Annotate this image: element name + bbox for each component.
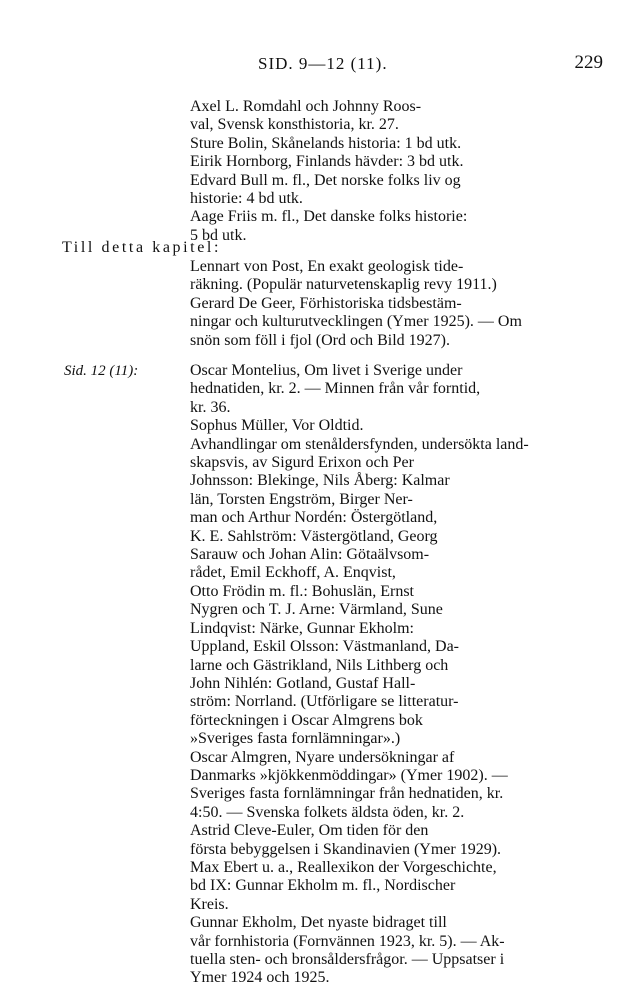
reference-line: Sarauw och Johan Alin: Götaälvsom- — [190, 546, 430, 564]
side-label-page-reference: Sid. 12 (11): — [64, 363, 139, 379]
reference-line: Astrid Cleve-Euler, Om tiden för den — [190, 822, 429, 840]
reference-line: Oscar Almgren, Nyare undersökningar af — [190, 748, 455, 766]
page-header — [0, 54, 639, 78]
reference-line: Oscar Montelius, Om livet i Sverige under — [190, 362, 463, 379]
reference-entry — [190, 417, 616, 435]
reference-list-page-12 — [190, 362, 616, 988]
reference-line: kr. 36. — [190, 398, 231, 416]
reference-line: ningar och kulturutvecklingen (Ymer 1925). — Om — [190, 313, 522, 331]
reference-list-chapter — [190, 258, 616, 350]
reference-line: Kreis. — [190, 895, 229, 913]
reference-line: Gunnar Ekholm, Det nyaste bidraget till — [190, 914, 447, 932]
reference-line: vår fornhistoria (Fornvännen 1923, kr. 5). — Ak- — [190, 932, 505, 950]
reference-line: Nygren och T. J. Arne: Värmland, Sune — [190, 601, 443, 619]
reference-line: Sture Bolin, Skånelands historia: 1 bd utk. — [190, 134, 462, 152]
reference-line: Eirik Hornborg, Finlands hävder: 3 bd utk. — [190, 153, 464, 171]
reference-line: tuella sten- och bronsåldersfrågor. — Uppsatser i — [190, 951, 505, 968]
reference-line: John Nihlén: Gotland, Gustaf Hall- — [190, 674, 416, 692]
reference-line: län, Torsten Engström, Birger Ner- — [190, 490, 413, 508]
reference-line: larne och Gästrikland, Nils Lithberg och — [190, 656, 449, 674]
reference-line: val, Svensk konsthistoria, kr. 27. — [190, 116, 399, 134]
reference-line: rådet, Emil Eckhoff, A. Enqvist, — [190, 564, 396, 582]
section-label: Till detta kapitel: — [62, 239, 222, 256]
running-title: SID. 9—12 (11). — [258, 54, 388, 73]
reference-line: Ymer 1924 och 1925. — [190, 969, 330, 987]
reference-line: Edvard Bull m. fl., Det norske folks liv og — [190, 171, 461, 189]
reference-entry — [190, 208, 616, 245]
reference-line: förteckningen i Oscar Almgrens bok — [190, 711, 423, 729]
reference-line: K. E. Sahlström: Västergötland, Georg — [190, 527, 438, 545]
reference-entry — [190, 135, 616, 153]
reference-line: 5 bd utk. — [190, 226, 247, 244]
reference-line: man och Arthur Nordén: Östergötland, — [190, 509, 438, 527]
reference-entry — [190, 258, 616, 295]
reference-entry — [190, 436, 616, 749]
reference-line: hednatiden, kr. 2. — Minnen från vår forntid, — [190, 380, 481, 398]
reference-line: Avhandlingar om stenåldersfynden, undersökta land- — [190, 435, 529, 453]
reference-line: Aage Friis m. fl., Det danske folks historie: — [190, 208, 468, 226]
reference-line: Lindqvist: Närke, Gunnar Ekholm: — [190, 619, 414, 637]
reference-line: Johnsson: Blekinge, Nils Åberg: Kalmar — [190, 472, 450, 490]
reference-line: ström: Norrland. (Utförligare se litteratur- — [190, 693, 459, 711]
reference-line: skapsvis, av Sigurd Erixon och Per — [190, 454, 414, 472]
reference-line: bd IX: Gunnar Ekholm m. fl., Nordischer — [190, 877, 456, 895]
reference-line: historie: 4 bd utk. — [190, 190, 303, 208]
reference-entry — [190, 295, 616, 350]
reference-entry — [190, 172, 616, 209]
reference-line: snön som föll i fjol (Ord och Bild 1927). — [190, 331, 450, 349]
reference-line: Sophus Müller, Vor Oldtid. — [190, 417, 364, 435]
reference-line: 4:50. — Svenska folkets äldsta öden, kr. 2. — [190, 803, 465, 821]
reference-line: första bebyggelsen i Skandinavien (Ymer 1929). — [190, 840, 502, 858]
reference-line: Otto Frödin m. fl.: Bohuslän, Ernst — [190, 582, 414, 600]
reference-line: Gerard De Geer, Förhistoriska tidsbestäm- — [190, 294, 462, 312]
reference-list-general — [190, 98, 616, 245]
reference-line: Max Ebert u. a., Reallexikon der Vorgeschichte, — [190, 858, 497, 876]
reference-line: Axel L. Romdahl och Johnny Roos- — [190, 98, 422, 115]
page-number: 229 — [574, 52, 603, 73]
reference-line: Uppland, Eskil Olsson: Västmanland, Da- — [190, 638, 460, 656]
reference-entry — [190, 153, 616, 171]
reference-entry — [190, 362, 616, 417]
reference-entry — [190, 822, 616, 859]
reference-line: Sveriges fasta fornlämningar från hednatiden, kr. — [190, 785, 504, 803]
reference-line: räkning. (Populär naturvetenskaplig revy 1911.) — [190, 276, 497, 294]
reference-line: Lennart von Post, En exakt geologisk tide- — [190, 258, 464, 275]
reference-entry — [190, 98, 616, 135]
reference-line: Danmarks »kjökkenmöddingar» (Ymer 1902). — — [190, 766, 508, 784]
reference-line: »Sveriges fasta fornlämningar».) — [190, 730, 401, 748]
reference-entry — [190, 859, 616, 914]
reference-entry — [190, 914, 616, 988]
reference-entry — [190, 749, 616, 823]
